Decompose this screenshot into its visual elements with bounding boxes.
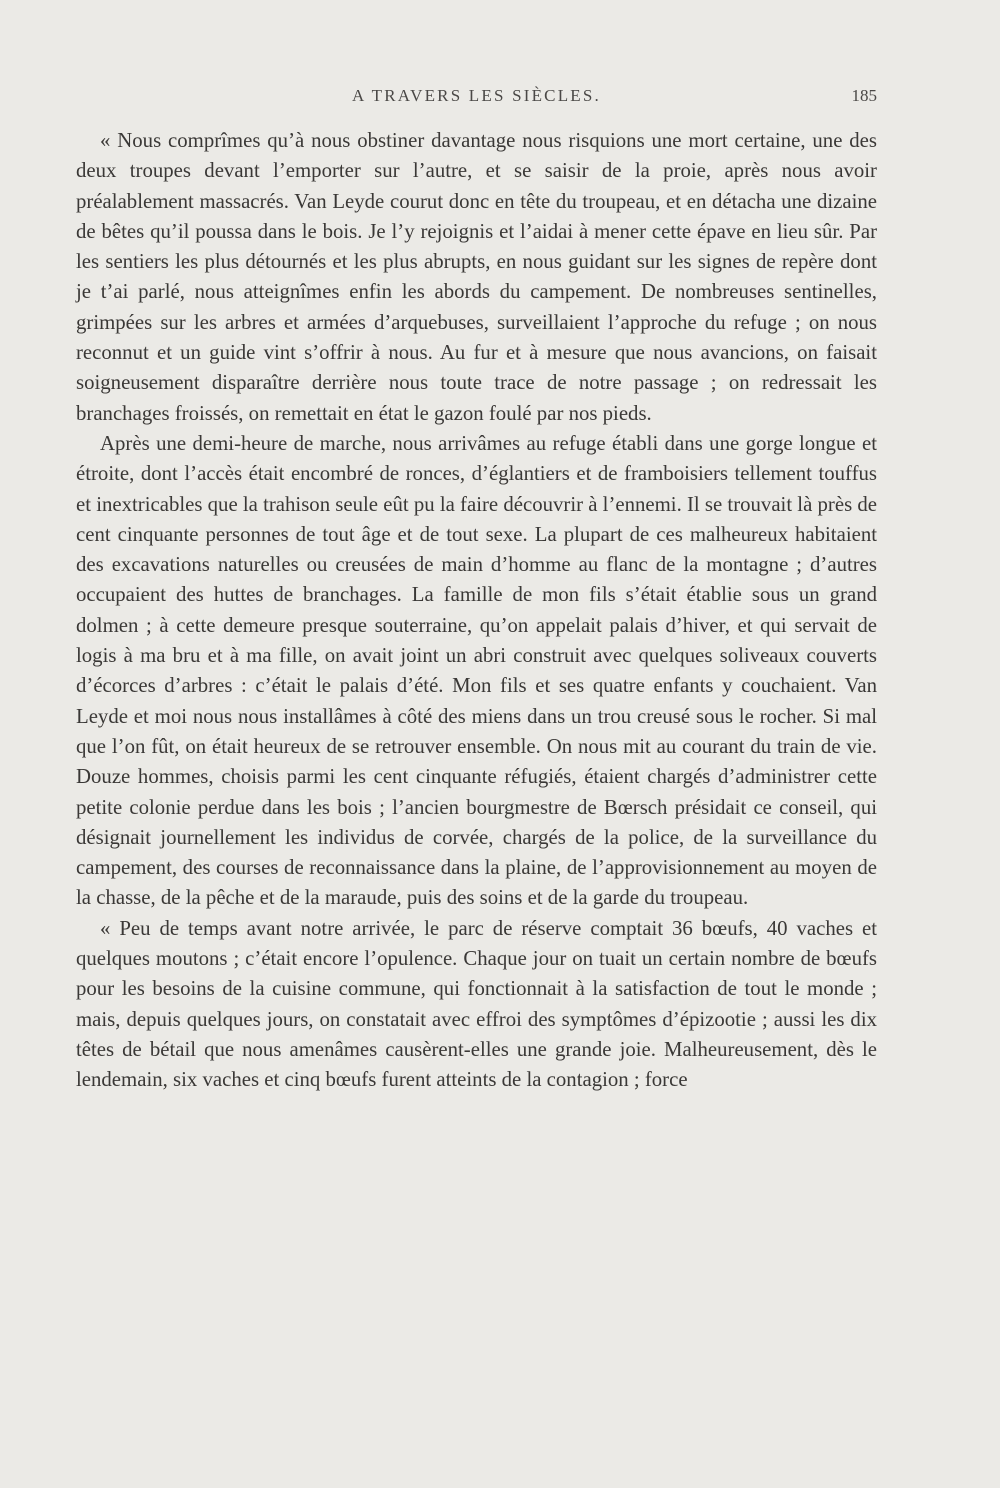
body-text xyxy=(76,126,877,1096)
paragraph-2: Après une demi-heure de marche, nous arrivâmes au refuge établi dans une gorge longue et étroite, dont l’accès était encombré de ronces, d’églantiers et de framboisiers tellement touffus et inextricables que la trahison seule eût pu la faire découvrir à l’ennemi. Il se trouvait là près de cent cinquante personnes de tout âge et de tout sexe. La plupart de ces malheureux habitaient des excavations naturelles ou creusées de main d’homme au flanc de la montagne ; d’autres occupaient des huttes de branchages. La famille de mon fils s’était établie sous un grand dolmen ; à cette demeure presque souterraine, qu’on appelait palais d’hiver, et qui servait de logis à ma bru et à ma fille, on avait joint un abri construit avec quelques soliveaux couverts d’écorces d’arbres : c’était le palais d’été. Mon fils et ses quatre enfants y couchaient. Van Leyde et moi nous nous installâmes à côté des miens dans un trou creusé sous le rocher. Si mal que l’on fût, on était heureux de se retrouver ensemble. On nous mit au courant du train de vie. Douze hommes, choisis parmi les cent cinquante réfugiés, étaient chargés d’administrer cette petite colonie perdue dans les bois ; l’ancien bourgmestre de Bœrsch présidait ce conseil, qui désignait journellement les individus de corvée, chargés de la police, de la surveillance du campement, des courses de reconnaissance dans la plaine, de l’approvisionnement au moyen de la chasse, de la pêche et de la maraude, puis des soins et de la garde du troupeau. xyxy=(76,431,877,910)
page-number: 185 xyxy=(851,86,877,105)
paragraph-1: « Nous comprîmes qu’à nous obstiner davantage nous risquions une mort certaine, une des deux troupes devant l’emporter sur l’autre, et se saisir de la proie, après nous avoir préalablement massacrés. Van Leyde courut donc en tête du troupeau, et en détacha une dizaine de bêtes qu’il poussa dans le bois. Je l’y rejoignis et l’aidai à mener cette épave en lieu sûr. Par les sentiers les plus détournés et les plus abrupts, en nous guidant sur les signes de repère dont je t’ai parlé, nous atteignîmes enfin les abords du campement. De nombreuses sentinelles, grimpées sur les arbres et armées d’arquebuses, surveillaient l’approche du refuge ; on nous reconnut et un guide vint s’offrir à nous. Au fur et à mesure que nous avancions, on faisait soigneusement disparaître derrière nous toute trace de notre passage ; on redressait les branchages froissés, on remettait en état le gazon foulé par nos pieds. xyxy=(76,129,877,425)
paragraph-3: « Peu de temps avant notre arrivée, le parc de réserve comptait 36 bœufs, 40 vaches et quelques moutons ; c’était encore l’opulence. Chaque jour on tuait un certain nombre de bœufs pour les besoins de la cuisine commune, qui fonctionnait à la satisfaction de tout le monde ; mais, depuis quelques jours, on constatait avec effroi des symptômes d’épizootie ; aussi les dix têtes de bétail que nous amenâmes causèrent-elles une grande joie. Malheureusement, dès le lendemain, six vaches et cinq bœufs furent atteints de la contagion ; force xyxy=(76,916,877,1092)
running-header xyxy=(76,0,877,108)
running-title: A TRAVERS LES SIÈCLES. xyxy=(352,86,601,105)
